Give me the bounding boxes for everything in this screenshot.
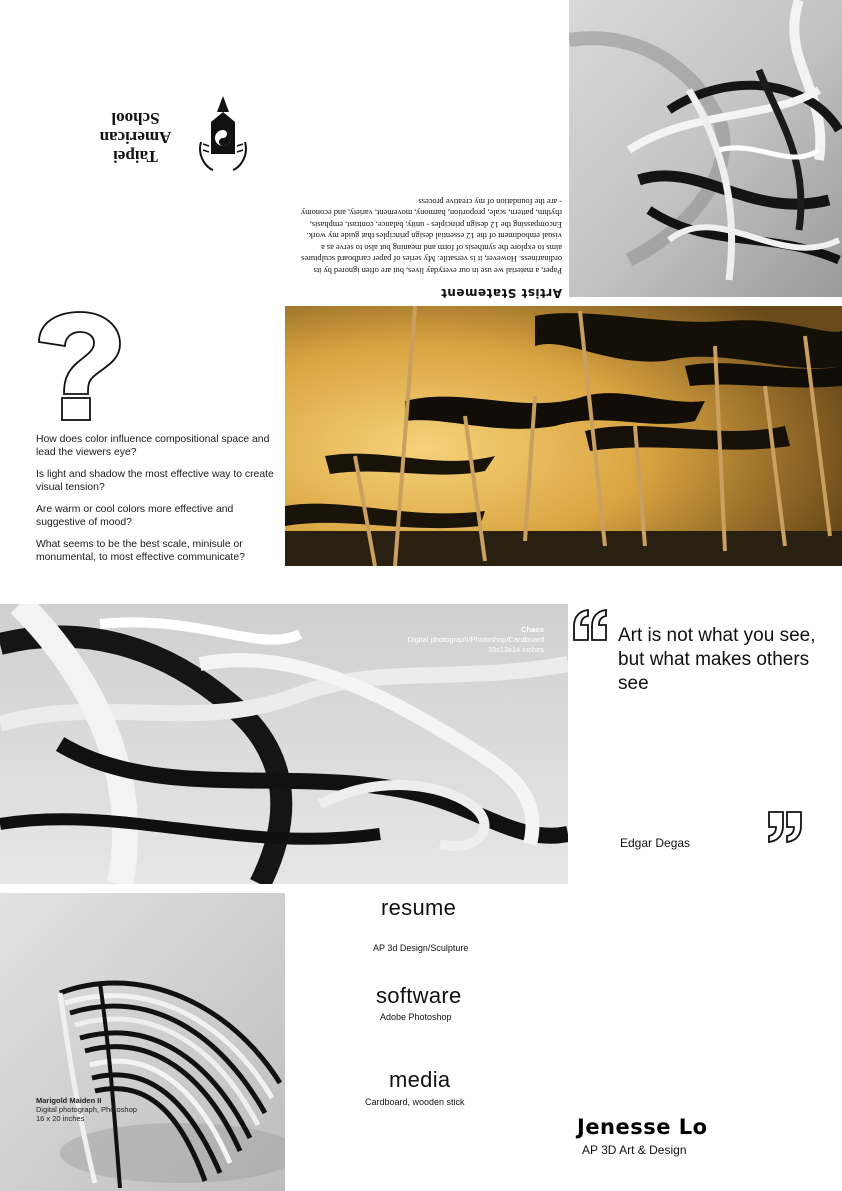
software-heading: software [376, 983, 462, 1008]
chaos-caption [408, 625, 544, 655]
question-item: What seems to be the best scale, minisule or monumental, to most effective communicate? [36, 539, 245, 563]
resume-value: AP 3d Design/Sculpture [373, 943, 469, 953]
resume-heading: resume [381, 895, 457, 920]
quote-author: Edgar Degas [620, 836, 691, 850]
question-item: Are warm or cool colors more effective and suggestive of mood? [36, 504, 234, 528]
artist-statement [300, 125, 562, 300]
quote-close-icon [767, 810, 805, 844]
school-name: Taipei American School [99, 109, 172, 166]
media-value: Cardboard, wooden stick [365, 1097, 465, 1107]
marigold-caption [36, 1096, 137, 1123]
artist-role: AP 3D Art & Design [582, 1143, 687, 1157]
question-item: How does color influence compositional space and lead the viewers eye? [36, 434, 270, 458]
marigold-photo [0, 893, 285, 1191]
sculpture-photo-top [569, 0, 842, 297]
media-heading: media [389, 1067, 451, 1092]
chaos-size: 33x13x14 inches [487, 645, 544, 654]
tas-crest-icon [193, 92, 253, 172]
chaos-title: Chaos [521, 625, 544, 634]
questions-list [36, 433, 276, 573]
artist-statement-body: Paper, a material we use in our everyday lives, but are often ignored by its ordinariness. However, it is versatile. My series of paper cardboard sculptures aims to explore the synthesis of form and meaning but also to serve as a visual embodiment of the 12 essential design principles that guide my work. Encompassing the 12 design principles - unity, balance, contrast, emphasis, rhythm, pattern, scale, proportion, harmony, movement, variety, and economy - are the foundation of my creative process [300, 197, 562, 275]
artist-name: Jenesse Lo [577, 1115, 708, 1139]
quote-text: Art is not what you see, but what makes others see [618, 625, 816, 694]
quote-open-icon [572, 608, 610, 642]
marigold-title: Marigold Maiden II [36, 1096, 102, 1105]
question-item: Is light and shadow the most effective way to create visual tension? [36, 469, 274, 493]
chaos-medium: Digital photograph/Photoshop/Cardboard [407, 635, 544, 644]
marigold-medium: Digital photograph, Photoshop [36, 1105, 137, 1114]
artist-statement-title: Artist Statement [440, 286, 562, 300]
marigold-size: 16 x 20 inches [36, 1114, 85, 1123]
software-value: Adobe Photoshop [380, 1012, 452, 1022]
school-branding [88, 92, 253, 172]
sculpture-photo-warm [285, 306, 842, 566]
question-mark-icon [36, 310, 122, 422]
